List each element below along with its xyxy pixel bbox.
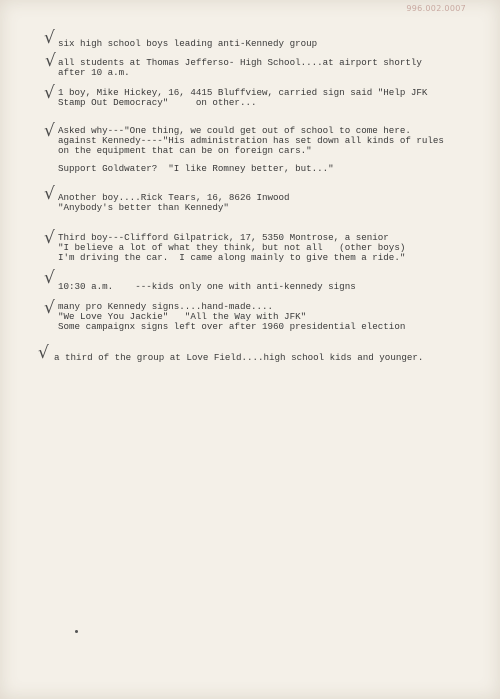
check-mark-icon: √ xyxy=(44,298,55,318)
note-line: "We Love You Jackie" "All the Way with JFK" xyxy=(58,311,307,322)
check-mark-icon: √ xyxy=(44,121,55,141)
note-line: 10:30 a.m. ---kids only one with anti-kennedy signs xyxy=(58,281,356,292)
note-line: Some campaignx signs left over after 1960 presidential election xyxy=(58,321,406,332)
note-line: "Anybody's better than Kennedy" xyxy=(58,202,229,213)
note-line: Asked why---"One thing, we could get out of school to come here. xyxy=(58,125,411,136)
note-line: on the equipment that can be on foreign cars." xyxy=(58,145,312,156)
check-mark-icon: √ xyxy=(44,268,55,288)
note-line: Support Goldwater? "I like Romney better, but..." xyxy=(58,163,334,174)
note-line: 1 boy, Mike Hickey, 16, 4415 Bluffview, carried sign said "Help JFK xyxy=(58,87,428,98)
note-line: Another boy....Rick Tears, 16, 8626 Inwood xyxy=(58,192,290,203)
check-mark-icon: √ xyxy=(45,51,56,71)
check-mark-icon: √ xyxy=(44,184,55,204)
note-line: "I believe a lot of what they think, but not all (other boys) xyxy=(58,242,406,253)
note-line: I'm driving the car. I came along mainly to give them a ride." xyxy=(58,252,406,263)
check-mark-icon: √ xyxy=(44,28,55,48)
check-mark-icon: √ xyxy=(44,83,55,103)
paper-speck xyxy=(75,630,78,633)
note-line: against Kennedy----"His administration has set down all kinds of rules xyxy=(58,135,444,146)
note-line: six high school boys leading anti-Kennedy group xyxy=(58,38,318,49)
note-line: Stamp Out Democracy" on other... xyxy=(58,97,257,108)
note-line: a third of the group at Love Field....high school kids and younger. xyxy=(54,352,424,363)
note-line: Third boy---Clifford Gilpatrick, 17, 5350 Montrose, a senior xyxy=(58,232,389,243)
check-mark-icon: √ xyxy=(38,343,49,363)
note-line: after 10 a.m. xyxy=(58,67,130,78)
note-line: all students at Thomas Jefferso- High School....at airport shortly xyxy=(58,57,422,68)
note-line: many pro Kennedy signs....hand-made.... xyxy=(58,301,274,312)
check-mark-icon: √ xyxy=(44,228,55,248)
accession-number: 996.002.0007 xyxy=(406,4,466,13)
